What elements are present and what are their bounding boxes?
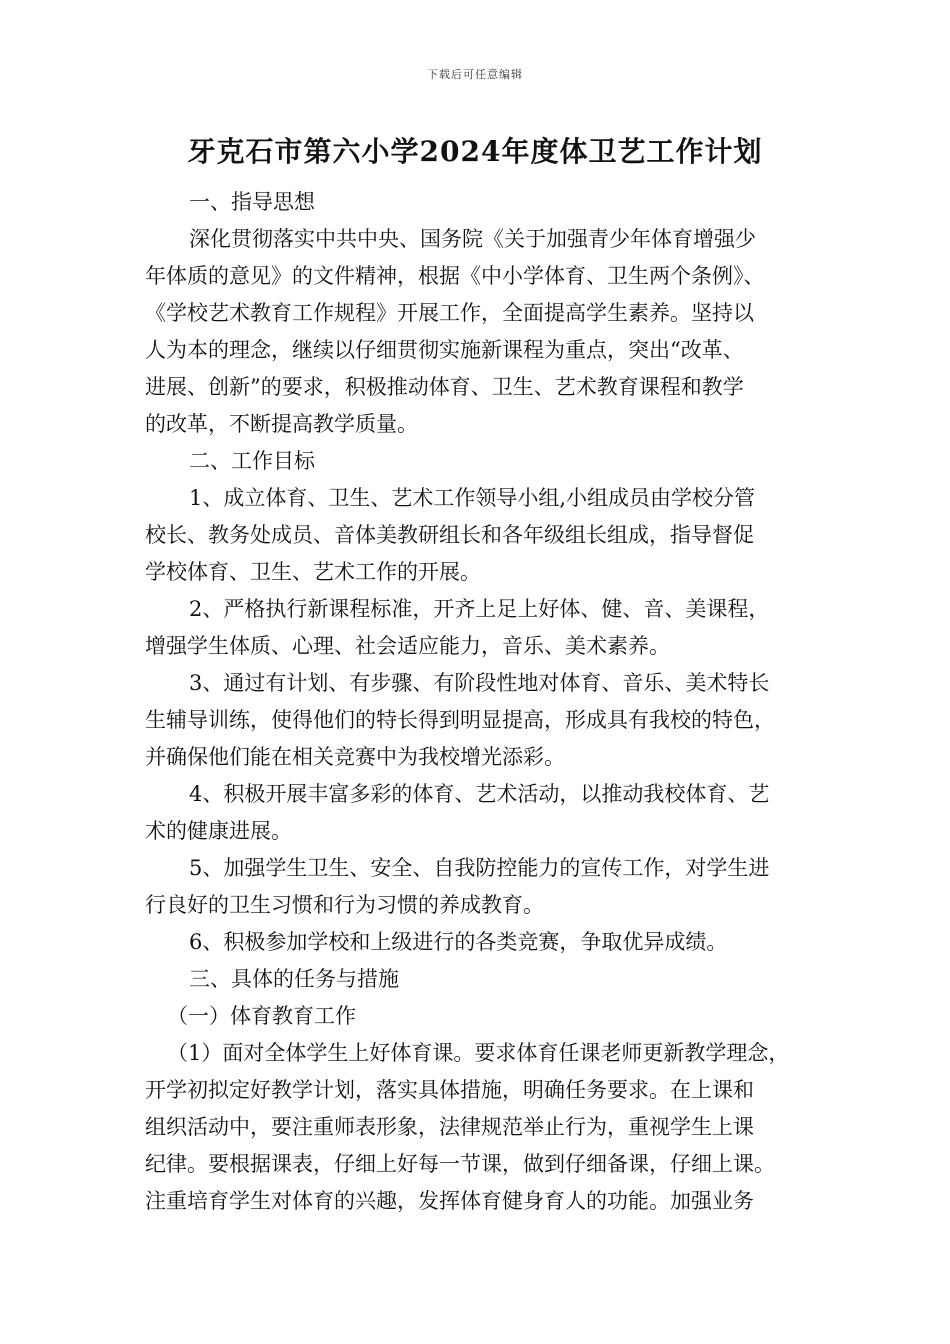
text-line: 3、通过有计划、有步骤、有阶段性地对体育、音乐、美术特长 bbox=[189, 671, 770, 695]
text-line: 组织活动中，要注重师表形象，法律规范举止行为，重视学生上课 bbox=[145, 1115, 754, 1139]
text-line: 深化贯彻落实中共中央、国务院《关于加强青少年体育增强少 bbox=[189, 227, 756, 251]
text-line: 生辅导训练，使得他们的特长得到明显提高，形成具有我校的特色， bbox=[145, 708, 775, 732]
text-line: （一）体育教育工作 bbox=[167, 1004, 356, 1028]
text-line: 5、加强学生卫生、安全、自我防控能力的宣传工作，对学生进 bbox=[189, 856, 770, 880]
text-line: （1）面对全体学生上好体育课。要求体育任课老师更新教学理念， bbox=[167, 1041, 790, 1065]
document-title: 牙克石市第六小学2024年度体卫艺工作计划 bbox=[187, 135, 763, 168]
text-line: 增强学生体质、心理、社会适应能力，音乐、美术素养。 bbox=[145, 634, 670, 658]
text-line: 并确保他们能在相关竞赛中为我校增光添彩。 bbox=[145, 745, 565, 769]
text-line: 的改革，不断提高教学质量。 bbox=[145, 412, 418, 436]
text-line: 校长、教务处成员、音体美教研组长和各年级组长组成，指导督促 bbox=[145, 523, 754, 547]
text-line: 4、积极开展丰富多彩的体育、艺术活动，以推动我校体育、艺 bbox=[189, 782, 770, 806]
text-line: 年体质的意见》的文件精神，根据《中小学体育、卫生两个条例》、 bbox=[145, 264, 765, 288]
text-line: 《学校艺术教育工作规程》开展工作，全面提高学生素养。坚持以 bbox=[145, 301, 754, 325]
text-line: 2、严格执行新课程标准，开齐上足上好体、健、音、美课程， bbox=[189, 597, 770, 621]
text-line: 开学初拟定好教学计划，落实具体措施，明确任务要求。在上课和 bbox=[145, 1078, 754, 1102]
text-line: 行良好的卫生习惯和行为习惯的养成教育。 bbox=[145, 893, 544, 917]
text-line: 人为本的理念，继续以仔细贯彻实施新课程为重点，突出“改革、 bbox=[145, 338, 744, 362]
header-note: 下载后可任意编辑 bbox=[427, 68, 523, 81]
text-line: 注重培育学生对体育的兴趣，发挥体育健身育人的功能。加强业务 bbox=[145, 1189, 754, 1213]
text-line: 1、成立体育、卫生、艺术工作领导小组,小组成员由学校分管 bbox=[189, 486, 756, 510]
text-line: 一、指导思想 bbox=[189, 190, 315, 214]
text-line: 进展、创新”的要求，积极推动体育、卫生、艺术教育课程和教学 bbox=[145, 375, 744, 399]
text-line: 术的健康进展。 bbox=[145, 819, 292, 843]
text-line: 纪律。要根据课表，仔细上好每一节课，做到仔细备课，仔细上课。 bbox=[145, 1152, 775, 1176]
text-line: 三、具体的任务与措施 bbox=[189, 967, 399, 991]
text-line: 二、工作目标 bbox=[189, 449, 315, 473]
text-line: 学校体育、卫生、艺术工作的开展。 bbox=[145, 560, 481, 584]
text-line: 6、积极参加学校和上级进行的各类竞赛，争取优异成绩。 bbox=[189, 930, 728, 954]
